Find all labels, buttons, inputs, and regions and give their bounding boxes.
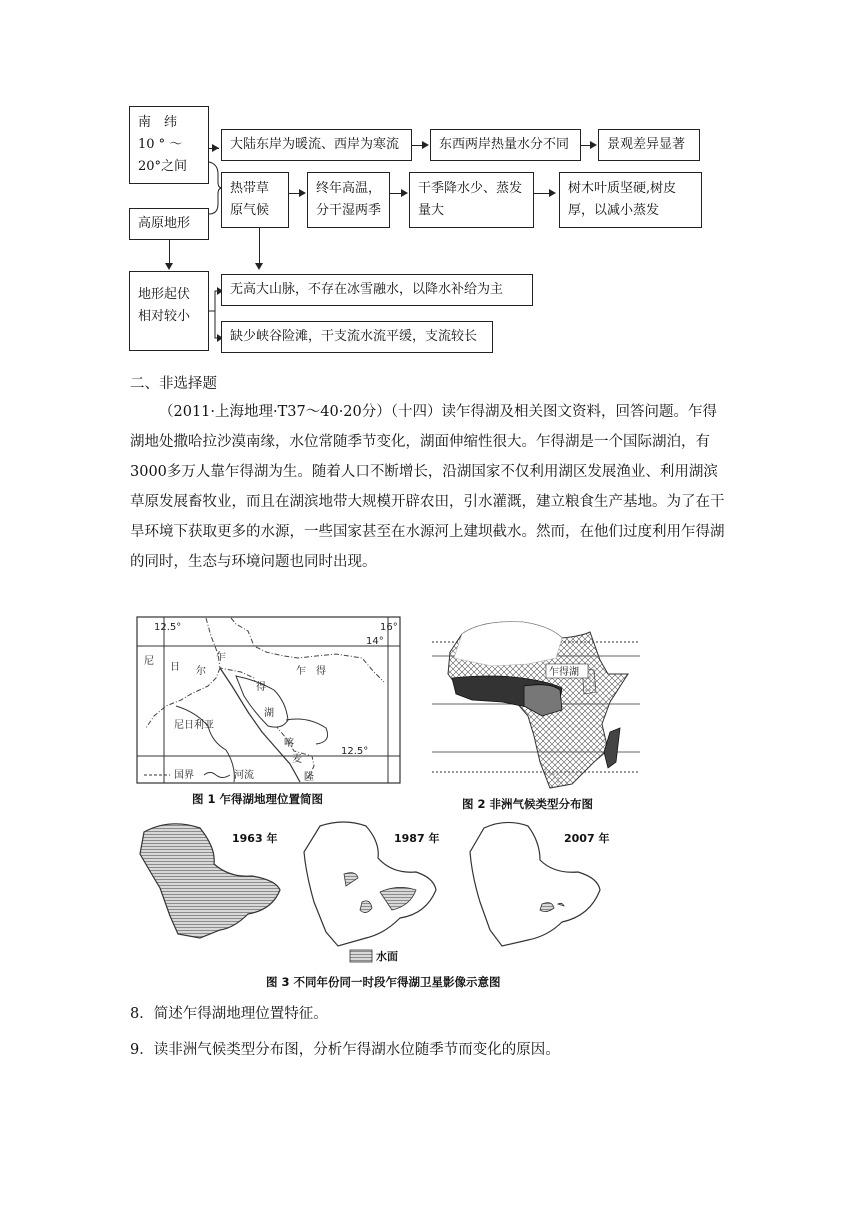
year-1987-label: 1987 年 — [394, 832, 440, 845]
legend-river-label: 河流 — [234, 770, 254, 781]
year-2007-label: 2007 年 — [564, 832, 610, 845]
lake-satellite-maps — [130, 818, 630, 968]
lat-bottom-label: 12.5° — [341, 746, 369, 757]
nigeria-label: 尼日利亚 — [174, 720, 214, 731]
figure1-caption: 图 1 乍得湖地理位置简图 — [192, 792, 324, 806]
question-paragraph: （2011·上海地理·T37～40·20分）（十四）读乍得湖及相关图文资料，回答问题。乍得湖地处撒哈拉沙漠南缘，水位常随季节变化，湖面伸缩性很大。乍得湖是一个国际湖泊，有3000多万人靠乍得湖为生。随着人口不断增长，沿湖国家不仅利用湖区发展渔业、利用湖滨草原发展畜牧业，而且在湖滨地带大规模开辟农田，引水灌溉，建立粮食生产基地。为了在干旱环境下获取更多的水源，一些国家甚至在水源河上建坝截水。然而，在他们过度利用乍得湖的同时，生态与环境问题也同时出现。 — [130, 404, 725, 570]
year-1963-label: 1963 年 — [232, 832, 278, 845]
hot-box: 终年高温， 分干湿两季 — [307, 172, 390, 228]
cameroon-char: 隆 — [304, 772, 314, 783]
question-9: 9．读非洲气候类型分布图，分析乍得湖水位随季节而变化的原因。 — [130, 1042, 560, 1058]
figure3-caption: 图 3 不同年份同一时段乍得湖卫星影像示意图 — [266, 975, 501, 989]
savanna-box: 热带草 原气候 — [221, 172, 289, 228]
cameroon-char: 喀 — [284, 738, 294, 749]
latitude-box: 南 纬 10 ° ～ 20°之间 — [129, 106, 209, 184]
figure2-caption: 图 2 非洲气候类型分布图 — [462, 797, 594, 811]
chad-lake-map-label: 乍得湖 — [549, 667, 579, 678]
dry-season-box: 干季降水少、蒸发 量大 — [409, 172, 534, 228]
heat-water-box: 东西两岸热量水分不同 — [430, 129, 581, 161]
lat-top-label: 14° — [366, 636, 384, 647]
chad-lake-char: 湖 — [264, 708, 274, 719]
lon-right-label: 16° — [380, 622, 398, 633]
river-flow-box: 缺少峡谷险滩，干支流水流平缓，支流较长 — [221, 321, 493, 353]
terrain-box: 地形起伏 相对较小 — [129, 271, 209, 351]
niger-char: 日 — [170, 662, 180, 673]
plateau-box: 高原地形 — [129, 208, 209, 240]
lon-left-label: 12.5° — [154, 622, 182, 633]
legend-border-label: 国界 — [174, 770, 194, 781]
africa-climate-map — [432, 612, 640, 792]
chad-country-label: 乍 得 — [296, 666, 326, 677]
niger-char: 尼 — [144, 656, 154, 667]
chad-lake-char: 得 — [256, 682, 266, 693]
chad-lake-char: 乍 — [216, 652, 226, 663]
river-supply-box: 无高大山脉，不存在冰雪融水，以降水补给为主 — [221, 274, 533, 306]
current-box: 大陆东岸为暖流、西岸为寒流 — [221, 129, 412, 161]
water-legend-label: 水面 — [376, 950, 398, 963]
chad-location-map — [136, 616, 401, 784]
question-8: 8．简述乍得湖地理位置特征。 — [130, 1006, 328, 1022]
cameroon-char: 麦 — [292, 754, 302, 765]
landscape-box: 景观差异显著 — [598, 129, 700, 161]
niger-char: 尔 — [196, 666, 206, 677]
tree-box: 树木叶质坚硬,树皮 厚，以减小蒸发 — [559, 172, 702, 228]
section-heading: 二、非选择题 — [130, 376, 217, 392]
